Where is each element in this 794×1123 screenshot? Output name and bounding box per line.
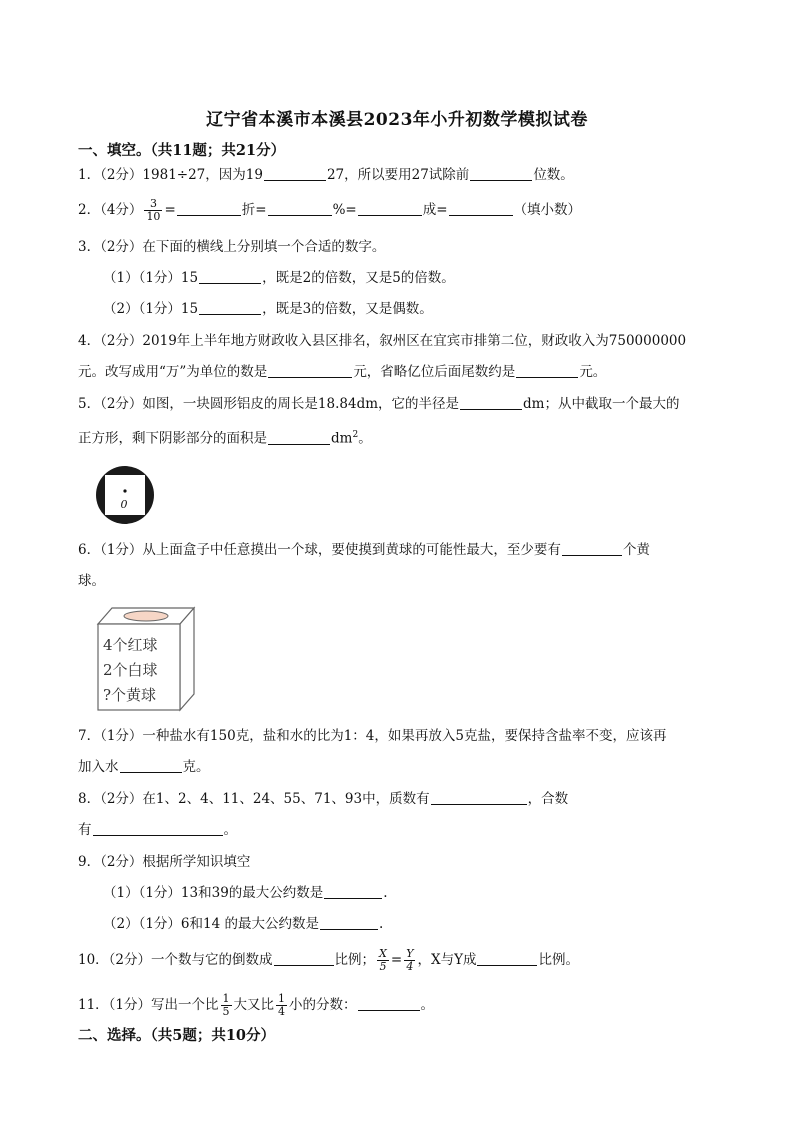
answer-blank[interactable] [274,951,334,966]
section-1-heading: 一、填空。（共11题；共21分） [78,142,286,159]
question-4-line-2: 元。改写成用“万”为单位的数是 元，省略亿位后面尾数约是 元。 [78,364,607,380]
page-title: 辽宁省本溪市本溪县2023年小升初数学模拟试卷 [206,110,588,130]
answer-blank[interactable] [264,166,326,181]
answer-blank[interactable] [431,790,527,805]
question-3-2: （2）（1分）15 ，既是3的倍数，又是偶数。 [103,301,433,317]
fraction-one-quarter: $\frac{1}{4}$ [278,992,286,1018]
question-3-1: （1）（1分）15 ，既是2的倍数，又是5的倍数。 [103,270,455,286]
question-4: 4．（2分）2019年上半年地方财政收入县区排名，叙州区在宜宾市排第二位，财政收入为750000000 [78,333,687,349]
answer-blank[interactable] [320,915,378,930]
answer-blank[interactable] [199,300,261,315]
question-5: 5．（2分）如图，一块圆形铝皮的周长是18.84dm，它的半径是 dm；从中截取一个最大的 [78,396,680,412]
answer-blank[interactable] [120,758,182,773]
question-9: 9．（2分）根据所学知识填空 [78,854,251,870]
question-5-line-2: 正方形，剩下阴影部分的面积是 $dm^2$。 [78,430,372,447]
question-1: 1．（2分）1981÷27，因为19 27，所以要用27试除前 位数。 [78,167,574,183]
answer-blank[interactable] [268,363,352,378]
question-6: 6．（1分）从上面盒子中任意摸出一个球，要使摸到黄球的可能性最大，至少要有 个黄 [78,542,650,558]
answer-blank[interactable] [93,821,223,836]
answer-blank[interactable] [358,201,422,216]
box-label-yellow: ?个黄球 [103,686,157,704]
question-11: 11．（1分）写出一个比 $\frac{1}{5}$ 大又比 $\frac{1}{4}$ 小的分数： 。 [78,992,435,1018]
answer-blank[interactable] [268,430,330,445]
question-9-2: （2）（1分）6和14 的最大公约数是 . [103,916,384,932]
answer-blank[interactable] [358,996,420,1011]
answer-blank[interactable] [562,541,622,556]
circle-square-figure [94,464,156,526]
question-8-line-2: 有 。 [78,822,237,838]
center-label: 0 [120,498,128,511]
question-8: 8．（2分）在1、2、4、11、24、55、71、93中，质数有 ，合数 [78,791,569,807]
question-7: 7．（1分）一种盐水有150克，盐和水的比为1：4，如果再放入5克盐，要保持含盐率不变，应该再 [78,728,667,744]
question-7-line-2: 加入水 克。 [78,759,210,775]
answer-blank[interactable] [449,201,513,216]
fraction-y-over-4: $\frac{Y}{4}$ [406,947,414,973]
answer-blank[interactable] [516,363,578,378]
answer-blank[interactable] [324,884,382,899]
answer-blank[interactable] [460,395,522,410]
question-9-1: （1）（1分）13和39的最大公约数是 . [103,885,388,901]
box-label-red: 4个红球 [103,636,158,654]
question-10: 10．（2分）一个数与它的倒数成 比例； $\frac{X}{5}$ = $\frac{Y}{4}$ ，X与Y成 比例。 [78,947,579,973]
question-2: 2．（4分） $\frac{3}{10}$ = 折= %= 成= （填小数） [78,197,582,223]
box-label-white: 2个白球 [103,661,158,679]
section-2-heading: 二、选择。（共5题；共10分） [78,1027,276,1044]
fraction-x-over-5: $\frac{X}{5}$ [379,947,387,973]
answer-blank[interactable] [470,166,532,181]
answer-blank[interactable] [177,201,241,216]
answer-blank[interactable] [199,269,261,284]
answer-blank[interactable] [268,201,332,216]
ball-box-figure [94,604,196,712]
fraction: $\frac{3}{10}$ [146,197,161,223]
fraction-one-fifth: $\frac{1}{5}$ [222,992,230,1018]
question-6-line-2: 球。 [78,573,105,589]
question-3: 3．（2分）在下面的横线上分别填一个合适的数字。 [78,239,386,255]
answer-blank[interactable] [477,951,537,966]
